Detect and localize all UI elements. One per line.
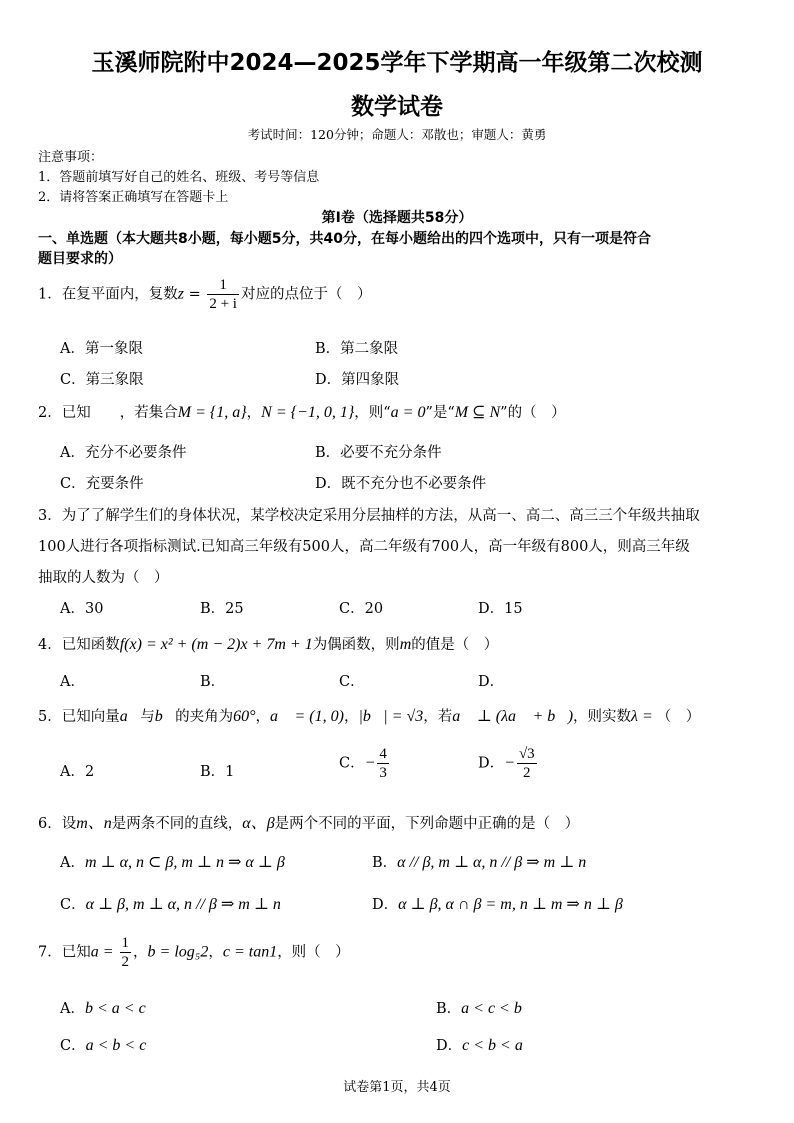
- q7-c-eq: c = tan1: [222, 943, 278, 961]
- q6-option-d[interactable]: [372, 893, 623, 914]
- q5-angle: 60°: [233, 708, 256, 725]
- q7-option-d-text: c < b < a: [462, 1037, 523, 1054]
- q5-sep1: ，: [255, 709, 271, 725]
- q1-option-d[interactable]: D．第四象限: [315, 372, 400, 388]
- q5-sep2: ，: [343, 709, 359, 725]
- q4-suffix: 的值是（ ）: [411, 637, 499, 653]
- q5-option-c[interactable]: [339, 745, 391, 782]
- q5-lambda: λ =: [631, 708, 657, 725]
- q7-option-b[interactable]: [436, 997, 522, 1018]
- q7-a-num: 1: [121, 935, 130, 951]
- exam-meta: 考试时间：120分钟；命题人：邓散也；审题人：黄勇: [247, 127, 547, 142]
- q7-a-eq: a =: [90, 943, 118, 961]
- q5-a-value: a⃗ = (1, 0): [270, 708, 344, 725]
- q7-option-d[interactable]: [436, 1034, 523, 1055]
- part1-title: 第I卷（选择题共58分）: [321, 210, 473, 226]
- exam-title: 玉溪师院附中2024—2025学年下学期高一年级第二次校测: [91, 50, 703, 76]
- page-footer: 试卷第1页，共4页: [343, 1080, 451, 1095]
- question-5: [38, 705, 700, 726]
- q5-option-d-label: D．: [478, 755, 505, 772]
- q5-option-d-sign: −: [504, 754, 515, 772]
- q3-line: 抽取的人数为（ ）: [38, 570, 169, 586]
- q3-option-b[interactable]: B．25: [200, 601, 244, 617]
- q5-option-d[interactable]: [478, 745, 539, 782]
- q3-option-c[interactable]: C．20: [339, 601, 384, 617]
- q2-option-a[interactable]: A．充分不必要条件: [60, 445, 187, 461]
- q2-text3: ”是“: [425, 405, 455, 421]
- q2-text1: 2．已知 ，若集合: [38, 405, 178, 421]
- q7-a-fraction: [120, 934, 132, 971]
- q6-option-b-label: B．: [372, 855, 398, 871]
- q2-cond: a = 0: [390, 404, 426, 421]
- q5-perp: a⃗ ⊥ (λa⃗ + b⃗): [452, 708, 574, 725]
- q6-planes: α、β: [242, 815, 275, 832]
- q7-option-b-text: a < c < b: [461, 1000, 522, 1017]
- q6-option-c-label: C．: [60, 897, 86, 913]
- question-1: [38, 276, 371, 313]
- q2-set-n: N = {−1, 0, 1}: [261, 404, 355, 421]
- q2-set-m: M = {1, a}: [177, 404, 247, 421]
- q5-angle-text: 的夹角为: [175, 709, 234, 725]
- q2-option-c[interactable]: C．充要条件: [60, 476, 144, 492]
- q6-prefix: 6．设: [38, 816, 77, 832]
- section1-heading-line2: 题目要求的）: [38, 251, 122, 267]
- q7-suffix: ，则（ ）: [277, 944, 350, 961]
- q7-option-c-label: C．: [60, 1038, 86, 1054]
- exam-subtitle: 数学试卷: [351, 94, 443, 120]
- q2-sep: ，: [246, 405, 262, 421]
- q3-line: 3．为了了解学生们的身体状况，某学校决定采用分层抽样的方法，从高一、高二、高三三个年级共抽取: [38, 508, 700, 524]
- q7-option-c[interactable]: [60, 1034, 146, 1055]
- question-7: [38, 934, 350, 971]
- notes-item: 2．请将答案正确填写在答题卡上: [38, 190, 229, 205]
- q5-b-norm: |b⃗| = √3: [358, 708, 424, 725]
- q6-option-a-text: m ⊥ α, n ⊂ β, m ⊥ n ⇒ α ⊥ β: [84, 854, 285, 871]
- q5-paren: （ ）: [656, 709, 701, 725]
- notes-heading: 注意事项：: [38, 150, 104, 165]
- q1-den: 2 + i: [209, 296, 237, 312]
- q1-prefix: 1．在复平面内，复数: [38, 286, 178, 303]
- q5-prefix: 5．已知向量: [38, 709, 120, 725]
- q2-text4: ”的（ ）: [500, 405, 566, 421]
- q3-option-a[interactable]: A．30: [60, 601, 104, 617]
- q7-sep1: ，: [133, 944, 148, 961]
- q6-option-b[interactable]: [372, 851, 586, 872]
- notes-item: 1．答题前填写好自己的姓名、班级、考号等信息: [38, 170, 320, 185]
- q5-option-c-label: C．: [339, 755, 365, 772]
- q5-vec-b: b⃗: [154, 708, 176, 725]
- q7-option-a[interactable]: [60, 997, 146, 1018]
- section1-heading-line1: 一、单选题（本大题共8小题，每小题5分，共40分，在每小题给出的四个选项中，只有一项是符合: [38, 231, 651, 247]
- question-4: [38, 633, 498, 654]
- q5-vec-a: a⃗: [119, 708, 141, 725]
- q5-if: ，若: [423, 709, 453, 725]
- q6-option-a[interactable]: [60, 851, 285, 872]
- q4-option-d[interactable]: D．: [478, 674, 505, 690]
- q4-option-b[interactable]: B．: [200, 674, 226, 690]
- q5-option-a[interactable]: A．2: [60, 764, 95, 780]
- q3-line: 100人进行各项指标测试.已知高三年级有500人，高二年级有700人，高一年级有800人，则高三年级: [38, 539, 690, 555]
- q5-option-d-num: √3: [518, 746, 535, 762]
- q5-option-c-sign: −: [364, 754, 376, 772]
- question-2: [38, 401, 566, 422]
- q2-option-d[interactable]: D．既不充分也不必要条件: [315, 476, 487, 492]
- q7-option-c-text: a < b < c: [85, 1037, 147, 1054]
- q2-rel: M ⊆ N: [454, 404, 501, 421]
- q5-option-c-fraction: [377, 745, 389, 782]
- q7-option-d-label: D．: [436, 1038, 463, 1054]
- q6-lines: m、n: [76, 815, 112, 832]
- q7-sep2: ，: [208, 944, 223, 961]
- q5-with: 与: [140, 709, 155, 725]
- q6-option-d-text: α ⊥ β, α ∩ β = m, n ⊥ m ⇒ n ⊥ β: [398, 896, 623, 913]
- q4-mid: 为偶函数，则: [312, 637, 400, 653]
- q6-option-d-label: D．: [372, 897, 399, 913]
- q2-text2: ，则“: [354, 405, 391, 421]
- q1-option-b[interactable]: B．第二象限: [315, 341, 399, 357]
- q4-function: f(x) = x² + (m − 2)x + 7m + 1: [119, 636, 313, 653]
- q4-var: m: [399, 636, 412, 653]
- q5-suffix: ，则实数: [573, 709, 632, 725]
- q1-fraction: [207, 276, 239, 313]
- q6-option-c-text: α ⊥ β, m ⊥ α, n // β ⇒ m ⊥ n: [85, 896, 281, 913]
- q1-option-a[interactable]: A．第一象限: [60, 341, 143, 357]
- q7-b-eq: b = log₅2: [147, 943, 209, 961]
- q1-z: z: [177, 285, 184, 303]
- q7-a-den: 2: [121, 954, 130, 970]
- q4-prefix: 4．已知函数: [38, 637, 120, 653]
- q4-option-c[interactable]: C．: [339, 674, 365, 690]
- q3-option-d[interactable]: D．15: [478, 601, 523, 617]
- question-6: [38, 810, 579, 833]
- q4-option-a[interactable]: A．: [60, 674, 85, 690]
- q6-mid1: 是两条不同的直线，: [111, 816, 243, 832]
- q5-option-c-num: 4: [379, 746, 387, 762]
- q1-num: 1: [207, 276, 239, 295]
- q5-option-d-fraction: [517, 745, 537, 782]
- q1-option-c[interactable]: C．第三象限: [60, 372, 144, 388]
- q5-option-c-den: 3: [379, 765, 387, 781]
- q6-option-c[interactable]: [60, 893, 281, 914]
- q5-option-b[interactable]: B．1: [200, 764, 235, 780]
- q6-option-a-label: A．: [60, 855, 85, 871]
- q2-option-b[interactable]: B．必要不充分条件: [315, 445, 442, 461]
- q1-eq: =: [183, 286, 206, 303]
- q7-option-b-label: B．: [436, 1001, 462, 1017]
- q1-suffix: 对应的点位于（ ）: [240, 286, 372, 303]
- q7-prefix: 7．已知: [38, 944, 91, 961]
- q7-option-a-label: A．: [60, 1001, 85, 1017]
- q5-option-d-den: 2: [523, 765, 531, 781]
- q6-mid2: 是两个不同的平面，下列命题中正确的是（ ）: [274, 816, 580, 832]
- q6-option-b-text: α // β, m ⊥ α, n // β ⇒ m ⊥ n: [397, 854, 587, 871]
- q7-option-a-text: b < a < c: [84, 1000, 146, 1017]
